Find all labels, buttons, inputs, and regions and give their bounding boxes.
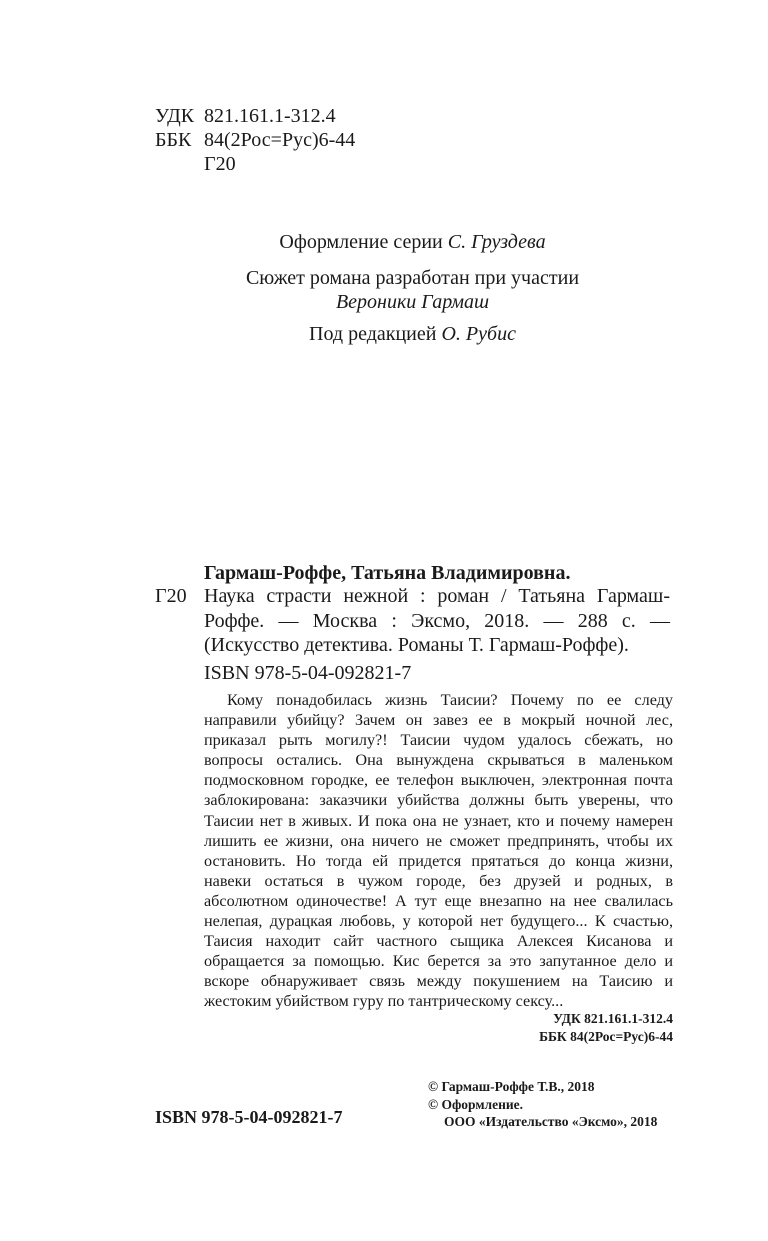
classification-block — [155, 104, 355, 176]
copyright-block — [428, 1078, 657, 1131]
bbk-row — [155, 128, 355, 152]
copyright-design: © Оформление. — [428, 1096, 524, 1112]
editor-name: О. Рубис — [441, 323, 516, 345]
bibliographic-description: Наука страсти нежной : роман / Татьяна Гармаш-Роффе. — Москва : Эксмо, 2018. — 288 с. — (Искусство детектива. Романы Т. Гармаш-Роффе). — [204, 585, 670, 656]
series-design-credit — [155, 230, 670, 254]
series-design-name: С. Груздева — [447, 231, 546, 253]
record-author-mark: Г20 — [155, 585, 187, 607]
copyright-publisher: ООО «Издательство «Эксмо», 2018 — [444, 1114, 658, 1129]
bottom-classification — [539, 1010, 673, 1046]
plot-name: Вероники Гармаш — [335, 291, 490, 313]
copyright-author: © Гармаш-Роффе Т.В., 2018 — [428, 1079, 595, 1094]
bottom-udk: УДК 821.161.1-312.4 — [553, 1011, 673, 1026]
editor-credit — [155, 322, 670, 346]
author-heading: Гармаш-Роффе, Татьяна Владимировна. — [204, 562, 571, 584]
udk-row — [155, 104, 355, 128]
udk-label: УДК — [155, 105, 195, 127]
plot-line: Сюжет романа разработан при участии — [245, 267, 580, 289]
annotation-text: Кому понадобилась жизнь Таисии? Почему по ее следу направили убийцу? Зачем он завез ее в мокрый ночной лес, приказал рыть могилу?! Таисии чудом удалось сбежать, но вопросы остались. Она вынуждена скрываться в маленьком подмосковном городке, ее телефон выключен, электронная почта заблокирована: заказчики убийства должны быть уверены, что Таисии нет в живых. И пока она не узнает, кто и почему намерен лишить ее жизни, она ничего не сможет предпринять, чтобы их остановить. Но тогда ей придется прятаться до конца жизни, навеки остаться в чужом городе, без друзей и родных, в абсолютном одиночестве! А тут еще внезапно на нее свалилась нелепая, дурацкая любовь, у которой нет будущего... К счастью, Таисия находит сайт частного сыщика Алексея Кисанова и обращается за помощью. Кис берется за это запутанное дело и вскоре обнаруживает связь между покушением на Таисию и жестоким убийством гуру по тантрическому сексу... — [204, 691, 673, 1011]
bbk-label: ББК — [155, 129, 192, 151]
author-mark: Г20 — [204, 153, 236, 175]
plot-credit — [155, 266, 670, 314]
bottom-bbk: ББК 84(2Рос=Рус)6-44 — [539, 1029, 673, 1044]
series-design-label: Оформление серии — [279, 231, 443, 253]
record-isbn: ISBN 978-5-04-092821-7 — [204, 662, 412, 684]
isbn-bottom: ISBN 978-5-04-092821-7 — [155, 1107, 343, 1127]
annotation — [204, 690, 673, 1012]
editor-label: Под редакцией — [309, 323, 437, 345]
bbk-value: 84(2Рос=Рус)6-44 — [204, 129, 356, 151]
udk-value: 821.161.1-312.4 — [204, 105, 336, 127]
